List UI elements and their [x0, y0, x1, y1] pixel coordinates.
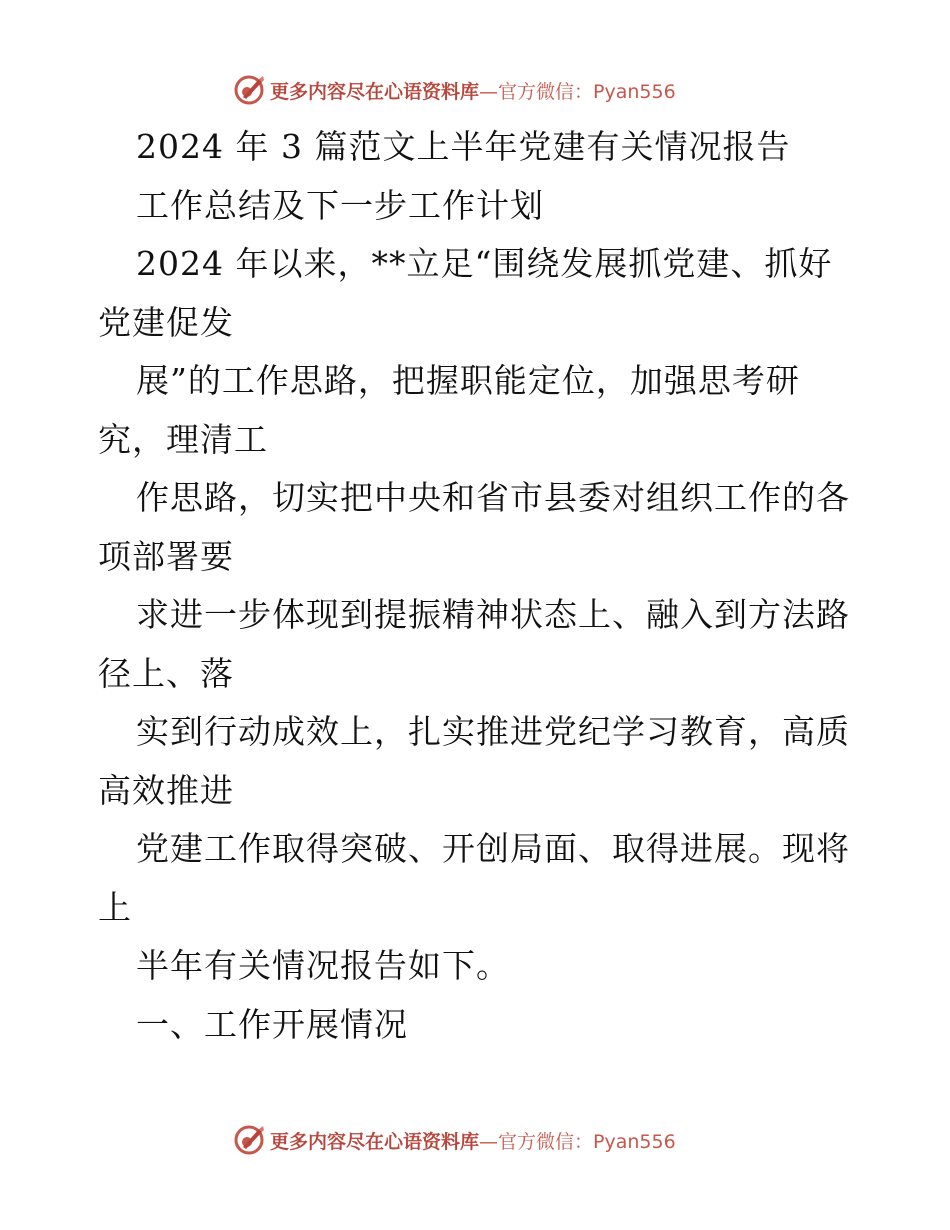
paragraph-line: 党建促发 [98, 302, 234, 342]
paragraph-line: 半年有关情况报告如下。 [136, 946, 510, 985]
watermark-separator: — [479, 80, 499, 103]
paragraph-line: 实到行动成效上，扎实推进党纪学习教育，高质 [136, 712, 850, 751]
section-heading: 一、工作开展情况 [136, 1004, 408, 1044]
quill-pen-logo-icon [232, 73, 266, 107]
paragraph-line: 2024 年以来，**立足“围绕发展抓党建、抓好 [136, 244, 833, 283]
doc-title-line-2: 工作总结及下一步工作计划 [136, 185, 544, 225]
header-watermark [232, 70, 712, 110]
watermark-contact-text: 官方微信：Pyan556 [498, 80, 676, 103]
paragraph-line: 项部署要 [98, 536, 234, 576]
doc-title-line-1: 2024 年 3 篇范文上半年党建有关情况报告 [136, 127, 791, 166]
paragraph-line: 展”的工作思路，把握职能定位，加强思考研 [136, 361, 800, 400]
watermark-text [270, 1127, 676, 1154]
paragraph-line: 作思路，切实把中央和省市县委对组织工作的各 [136, 478, 850, 517]
watermark-text [270, 77, 676, 104]
quill-pen-logo-icon [232, 1123, 266, 1157]
paragraph-line: 高效推进 [98, 770, 234, 810]
footer-watermark [232, 1120, 712, 1160]
watermark-site-text: 更多内容尽在心语资料库 [270, 80, 480, 103]
paragraph-line: 径上、落 [98, 653, 234, 693]
paragraph-line: 上 [98, 887, 132, 927]
watermark-site-text: 更多内容尽在心语资料库 [270, 1130, 480, 1153]
watermark-contact-text: 官方微信：Pyan556 [498, 1130, 676, 1153]
paragraph-line: 求进一步体现到提振精神状态上、融入到方法路 [136, 595, 850, 634]
paragraph-line: 究，理清工 [98, 419, 268, 459]
paragraph-line: 党建工作取得突破、开创局面、取得进展。现将 [136, 829, 850, 868]
document-body [98, 118, 858, 1054]
watermark-separator: — [479, 1130, 499, 1153]
